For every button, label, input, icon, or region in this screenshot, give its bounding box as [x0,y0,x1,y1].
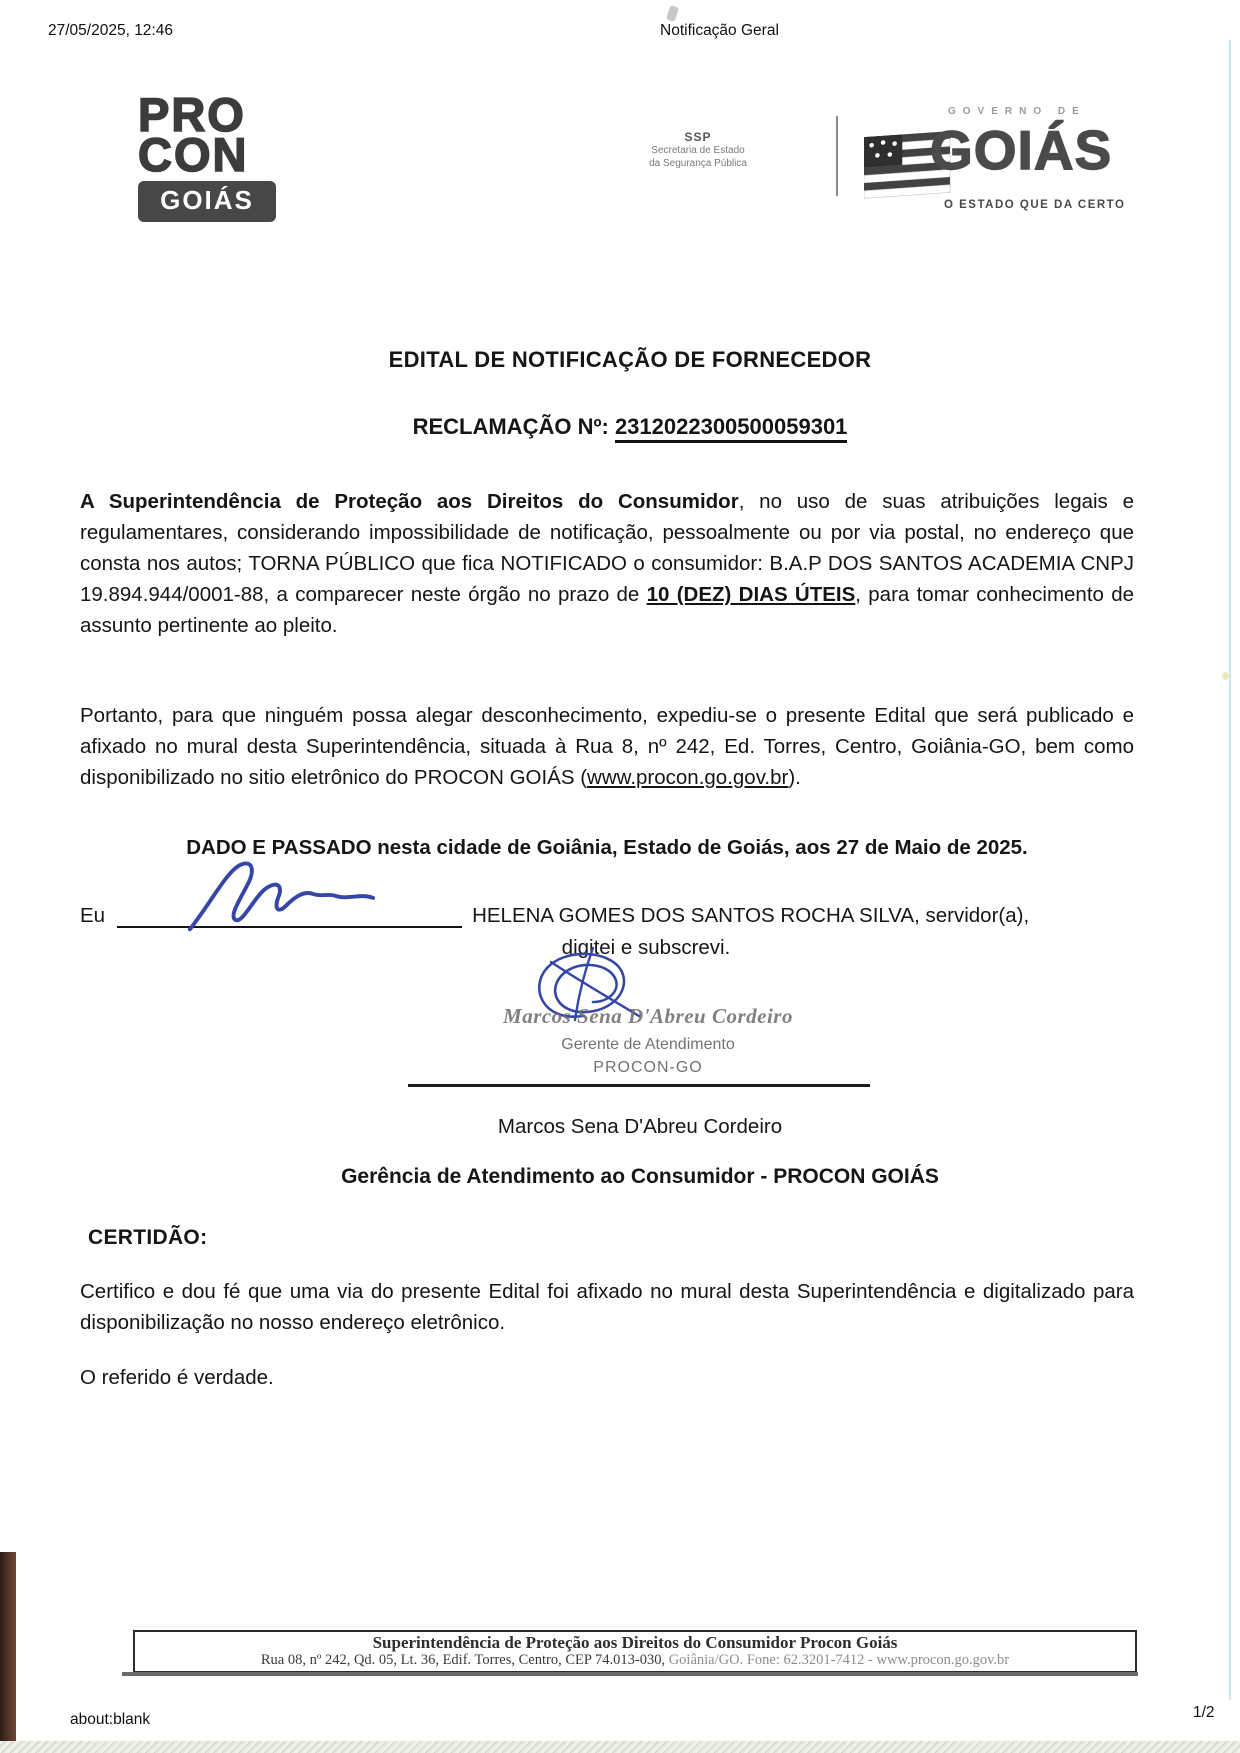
print-doc-title: Notificação Geral [660,22,779,39]
stamp-name: Marcos Sena D'Abreu Cordeiro [503,1004,793,1028]
servant-name-line: HELENA GOMES DOS SANTOS ROCHA SILVA, servidor(a), [472,904,1030,927]
goias-slogan: O ESTADO QUE DA CERTO [944,199,1126,211]
governo-de-overline: GOVERNO DE [948,106,1086,117]
print-datetime: 27/05/2025, 12:46 [48,22,173,39]
procon-goias-logo [138,88,288,222]
signer-department: Gerência de Atendimento ao Consumidor - PROCON GOIÁS [341,1165,939,1188]
org-footer-underline [122,1672,1138,1676]
org-footer-line2 [139,1652,1131,1668]
p1-mid: , no uso de suas atribuições legais e regulamentares, considerando impossibilidade de notificação, pessoalmente ou por via postal, no endereço que consta nos autos; TORNA PÚBLICO que fica NOTIFICADO o consumidor: B.A.P DOS SANTOS ACADEMIA CNPJ 19.894.944/0001-88, a comparecer neste órgão no prazo de [80,490,1135,606]
claim-label: RECLAMAÇÃO Nº: [412,414,615,439]
p1-deadline: 10 (DEZ) DIAS ÚTEIS [646,583,856,606]
org-footer-box [133,1630,1137,1674]
edital-title: EDITAL DE NOTIFICAÇÃO DE FORNECEDOR [388,347,872,372]
procon-logo-goias-badge: GOIÁS [138,181,276,222]
signer-name: Marcos Sena D'Abreu Cordeiro [497,1115,783,1138]
org-footer-address: Rua 08, nº 242, Qd. 05, Lt. 36, Edif. Torres, Centro, CEP 74.013-030, [260,1652,666,1668]
claim-number: 2312022300500059301 [615,414,847,443]
procon-logo-word-bottom: CON [138,128,249,181]
ssp-acronym: SSP [684,130,712,144]
org-footer-contact: Goiânia/GO. Fone: 62.3201-7412 - www.procon.go.gov.br [665,1652,1010,1668]
servant-name-line2: digitei e subscrevi. [561,936,731,959]
edital-paragraph-1 [80,486,1134,641]
dado-passado-line: DADO E PASSADO nesta cidade de Goiânia, Estado de Goiás, aos 27 de Maio de 2025. [186,836,1028,859]
logo-divider [836,116,838,196]
print-page-indicator: 1/2 [1193,1704,1215,1721]
p2-tail: ). [788,766,801,789]
claim-number-line [120,414,1140,440]
eu-label: Eu [80,904,106,927]
certidao-closing: O referido é verdade. [80,1366,274,1389]
scan-smudge-artifact [666,5,679,22]
stamp-role: Gerente de Atendimento [561,1036,735,1053]
scan-edge-bottom-artifact [0,1741,1240,1753]
scan-edge-right-artifact [1229,40,1231,1700]
certidao-body: Certifico e dou fé que uma via do presente Edital foi afixado no mural desta Superintendência e digitalizado para disponibilização no nosso endereço eletrônico. [80,1280,1134,1334]
scan-edge-left-artifact [0,1552,16,1753]
p1-bold-lead: A Superintendência de Proteção aos Direitos do Consumidor [80,490,739,513]
gerente-stamp [448,1004,848,1077]
certidao-heading: CERTIDÃO: [88,1226,208,1249]
procon-logo-word-top: PRO [138,88,246,141]
procon-website-link[interactable]: www.procon.go.gov.br [587,766,789,789]
print-url: about:blank [70,1711,151,1728]
org-footer-line1: Superintendência de Proteção aos Direitos do Consumidor Procon Goiás [372,1633,898,1652]
stamp-org: PROCON-GO [593,1059,703,1076]
p2-lead: Portanto, para que ninguém possa alegar desconhecimento, expediu-se o presente Edital que será publicado e afixado no mural desta Superintendência, situada à Rua 8, nº 242, Ed. Torres, Centro, Goiânia-GO, bem como disponibilizado no sitio eletrônico do PROCON GOIÁS ( [80,704,1134,789]
ssp-logo-block [628,130,768,170]
ssp-line2: da Segurança Pública [649,158,747,169]
p1-tail: , para tomar conhecimento de assunto pertinente ao pleito. [80,583,1135,637]
signature-rule [408,1084,870,1087]
ssp-line1: Secretaria de Estado [651,145,745,156]
scan-speck-artifact [1222,672,1229,680]
goias-wordmark: GOIÁS [930,119,1113,181]
helena-signature-icon [184,856,380,943]
edital-paragraph-2 [80,700,1134,793]
